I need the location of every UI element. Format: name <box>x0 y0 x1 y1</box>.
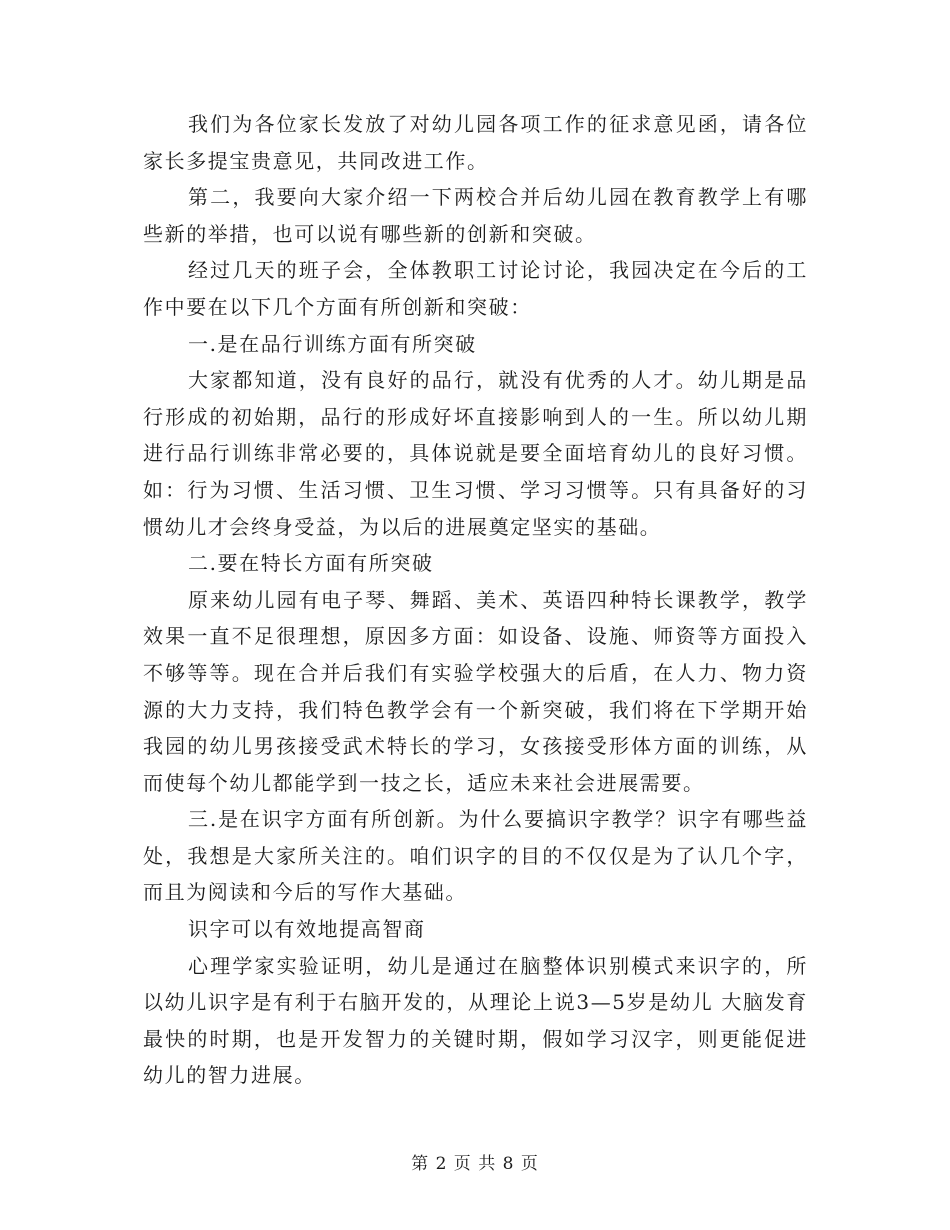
paragraph-literacy: 三.是在识字方面有所创新。为什么要搞识字教学？识字有哪些益处，我想是大家所关注的。咱们识字的目的不仅仅是为了认几个字，而且为阅读和今后的写作大基础。 <box>143 807 808 905</box>
paragraph-literacy-iq: 心理学家实验证明，幼儿是通过在脑整体识别模式来识字的，所以幼儿识字是有利于右脑开发的，从理论上说3—5岁是幼儿 大脑发育最快的时期，也是开发智力的关键时期，假如学习汉字，则更能促进幼儿的智力进展。 <box>143 953 808 1088</box>
paragraph-second-point: 第二，我要向大家介绍一下两校合并后幼儿园在教育教学上有哪些新的举措，也可以说有哪些新的创新和突破。 <box>143 185 808 246</box>
heading-literacy-iq: 识字可以有效地提高智商 <box>188 917 426 942</box>
document-body <box>143 106 808 1094</box>
paragraph-conduct-training: 大家都知道，没有良好的品行，就没有优秀的人才。幼儿期是品行形成的初始期，品行的形成好坏直接影响到人的一生。所以幼儿期进行品行训练非常必要的，具体说就是要全面培育幼儿的良好习惯。如：行为习惯、生活习惯、卫生习惯、学习习惯等。只有具备好的习惯幼儿才会终身受益，为以后的进展奠定坚实的基础。 <box>143 368 808 539</box>
page-number-footer: 第 2 页 共 8 页 <box>411 1154 539 1174</box>
paragraph-meeting-decision: 经过几天的班子会，全体教职工讨论讨论，我园决定在今后的工作中要在以下几个方面有所创新和突破： <box>143 258 808 319</box>
paragraph-intro-continuation: 我们为各位家长发放了对幼儿园各项工作的征求意见函，请各位家长多提宝贵意见，共同改进工作。 <box>143 112 808 173</box>
heading-conduct-training: 一.是在品行训练方面有所突破 <box>188 331 477 356</box>
heading-specialty: 二.要在特长方面有所突破 <box>188 551 434 576</box>
paragraph-specialty: 原来幼儿园有电子琴、舞蹈、美术、英语四种特长课教学，教学效果一直不足很理想，原因多方面：如设备、设施、师资等方面投入不够等等。现在合并后我们有实验学校强大的后盾，在人力、物力资源的大力支持，我们特色教学会有一个新突破，我们将在下学期开始我园的幼儿男孩接受武术特长的学习，女孩接受形体方面的训练，从而使每个幼儿都能学到一技之长，适应未来社会进展需要。 <box>143 587 808 795</box>
